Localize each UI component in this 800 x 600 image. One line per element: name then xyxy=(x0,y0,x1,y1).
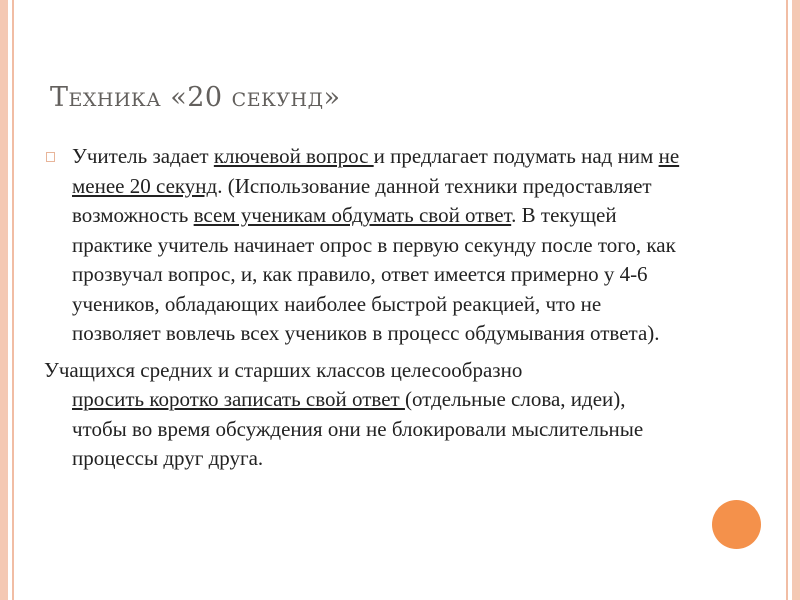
slide-title: Техника «20 секунд» xyxy=(50,82,341,113)
p2-text-1: Учащихся средних и старших классов целесообразно xyxy=(44,357,523,382)
right-border-line xyxy=(786,0,788,600)
paragraph-2 xyxy=(44,356,684,474)
p1-underlined-20-seconds: не менее 20 секунд xyxy=(72,144,680,198)
p2-indented-block xyxy=(44,385,684,474)
left-border-decoration xyxy=(0,0,8,600)
p2-text-2: (отдельные слова, идеи), чтобы во время обсуждения они не блокировали мыслительные процессы друг друга. xyxy=(72,387,644,470)
p1-underlined-key-question: ключевой вопрос xyxy=(213,144,374,168)
p1-text-2: и предлагает подумать над ним xyxy=(373,144,659,168)
p1-underlined-all-students: всем ученикам обдумать свой ответ xyxy=(193,203,512,227)
p1-text-3: . (Использование данной техники предоставляет возможность xyxy=(72,173,652,227)
bullet-icon xyxy=(46,152,55,162)
slide-content xyxy=(44,142,684,474)
left-border-line xyxy=(12,0,14,600)
p2-underlined-write-answer: просить коротко записать свой ответ xyxy=(72,387,405,411)
p1-text-1: Учитель задает xyxy=(72,144,214,168)
paragraph-1 xyxy=(44,142,684,349)
right-border-decoration xyxy=(792,0,800,600)
p1-text-4: . В текущей практике учитель начинает опрос в первую секунду после того, как прозвучал вопрос, и, как правило, ответ имеется примерно у 4-6 учеников, обладающих наиболее быстрой реакцией, что не позволяет вовлечь всех учеников в процесс обдумывания ответа). xyxy=(72,203,676,345)
orange-circle-decoration xyxy=(712,500,761,549)
